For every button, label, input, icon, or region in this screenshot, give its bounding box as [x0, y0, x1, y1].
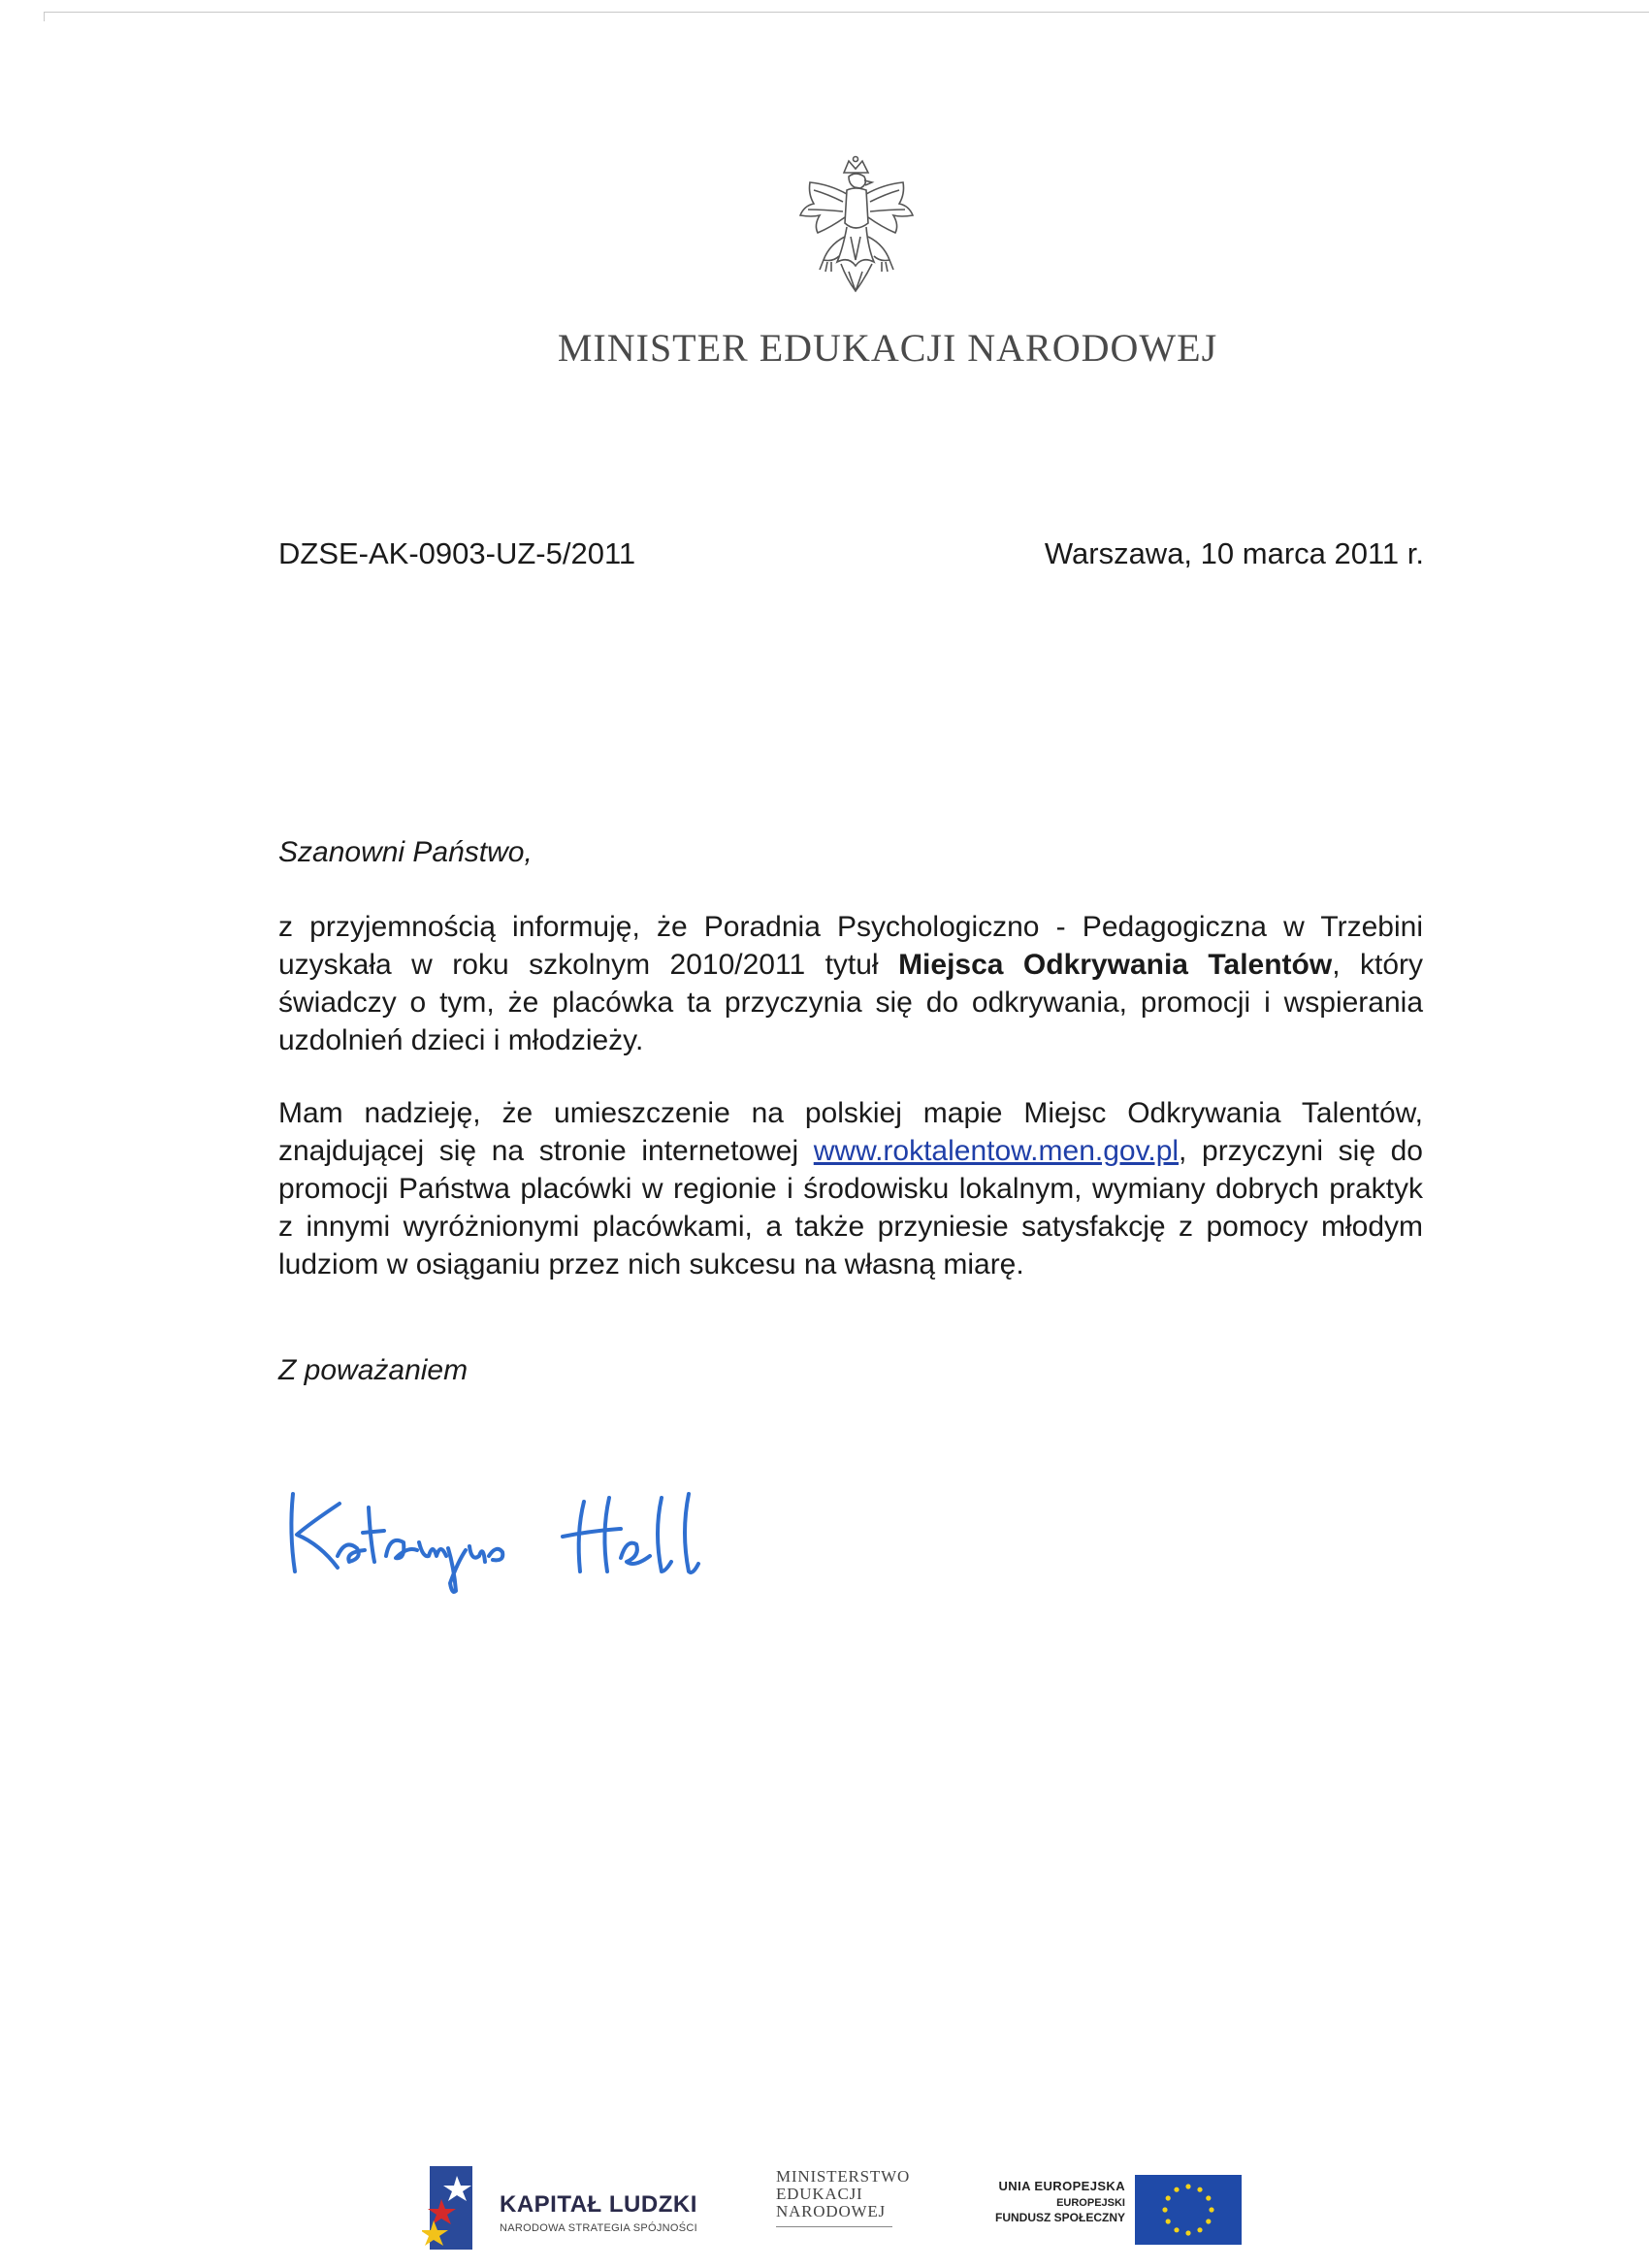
salutation: Szanowni Państwo, [278, 836, 533, 868]
men-logo-line-3: NARODOWEJ [776, 2202, 886, 2220]
kapital-ludzki-title: KAPITAŁ LUDZKI [500, 2191, 697, 2218]
paragraph-1-text-b: , który świadczy o tym, że placówka ta przyczynia się do odkrywania, promocji i wspierania uzdolnień dzieci i młodzieży. [278, 949, 1423, 1056]
eu-logo-text [995, 2179, 1125, 2224]
eu-logo [980, 2173, 1242, 2251]
paragraph-1 [278, 908, 1423, 1059]
men-logo-rule [776, 2226, 892, 2227]
eu-line-1: UNIA EUROPEJSKA [998, 2179, 1125, 2193]
eu-star [1162, 2207, 1167, 2212]
left-edge-tick [44, 12, 45, 21]
paragraph-2-text-a: Mam nadzieję, że umieszczenie na polskiej mapie Miejsc Odkrywania Talentów, znajdującej się na stronie internetowej [278, 1097, 1423, 1167]
closing: Z poważaniem [278, 1354, 469, 1386]
paragraph-2 [278, 1094, 1423, 1283]
eu-line-3: FUNDUSZ SPOŁECZNY [994, 2211, 1125, 2224]
ministry-title: MINISTER EDUKACJI NARODOWEJ [557, 326, 1218, 370]
eu-line-2: EUROPEJSKI [1056, 2197, 1125, 2209]
kapital-ludzki-stars-icon [422, 2166, 490, 2250]
men-logo-line-1: MINISTERSTWO [776, 2167, 911, 2186]
eu-star [1185, 2184, 1190, 2188]
kapital-ludzki-logo [422, 2158, 732, 2255]
award-title: Miejsca Odkrywania Talentów [898, 949, 1333, 981]
top-edge-line [44, 12, 1649, 13]
paragraph-2-text-b: , przyczyni się do promocji Państwa placówki w regionie i środowisku lokalnym, wymiany dobrych praktyk z innymi wyróżnionymi placówkami, a także przyniesie satysfakcję z pomocy młodym ludziom w osiąganiu przez nich sukcesu na własną miarę. [278, 1135, 1423, 1280]
place-date: Warszawa, 10 marca 2011 r. [1044, 536, 1424, 570]
eu-star [1174, 2227, 1179, 2232]
reference-number: DZSE-AK-0903-UZ-5/2011 [278, 536, 636, 570]
eu-star [1185, 2230, 1190, 2235]
eu-star [1174, 2187, 1179, 2192]
eu-star [1197, 2187, 1202, 2192]
eu-star [1209, 2207, 1213, 2212]
kapital-ludzki-subtitle: NARODOWA STRATEGIA SPÓJNOŚCI [500, 2222, 697, 2234]
men-logo-line-2: EDUKACJI [776, 2185, 863, 2203]
handwritten-signature-icon [281, 1474, 766, 1601]
eu-star [1166, 2219, 1171, 2223]
eu-flag-icon [1135, 2175, 1242, 2245]
footer-logos [0, 2158, 1649, 2255]
website-link[interactable]: www.roktalentow.men.gov.pl [813, 1135, 1180, 1167]
eu-star [1206, 2195, 1211, 2200]
eu-star [1197, 2227, 1202, 2232]
men-logo [776, 2168, 941, 2255]
paragraph-1-text-a: z przyjemnością informuję, że Poradnia Psychologiczno - Pedagogiczna w Trzebini uzyskała w roku szkolnym 2010/2011 tytuł [278, 911, 1423, 981]
eu-star [1166, 2195, 1171, 2200]
eu-star [1206, 2219, 1211, 2223]
polish-eagle-icon [791, 155, 922, 306]
